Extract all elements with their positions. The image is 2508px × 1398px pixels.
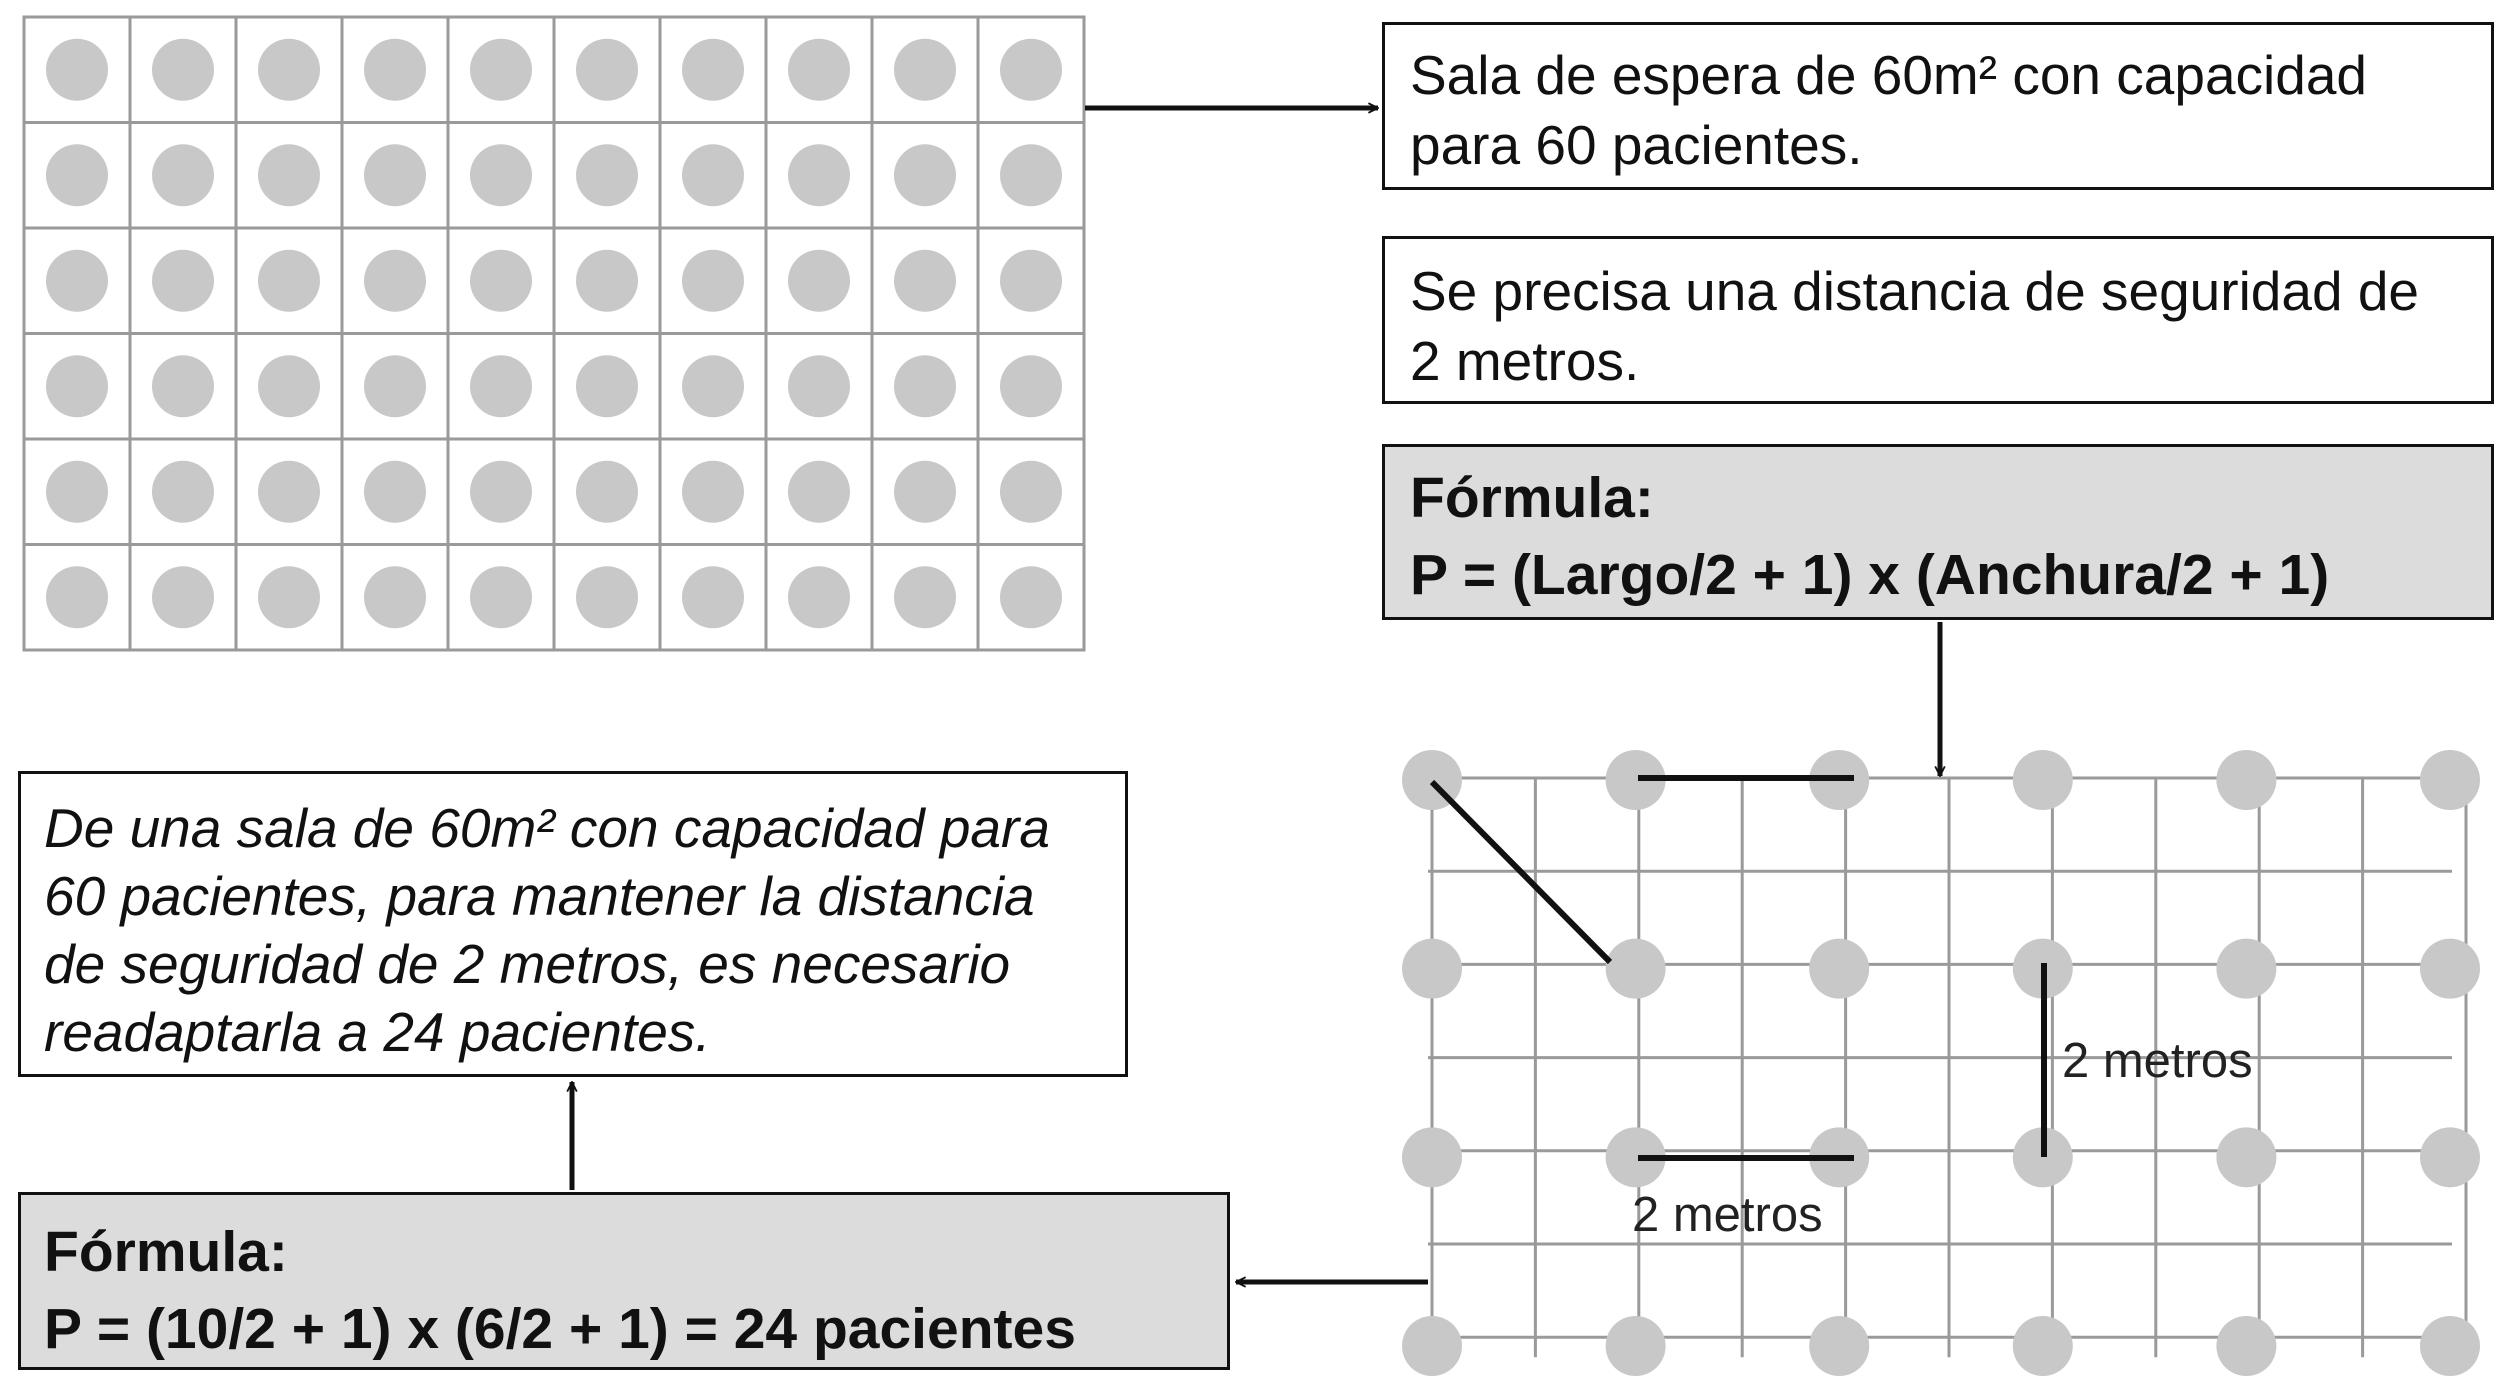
distance-info-text [1410,256,2419,396]
seat [576,250,638,312]
seat [1000,566,1062,628]
horizontal-distance-label: 2 metros [1632,1188,1823,1242]
spaced-seat [2216,1316,2276,1376]
spaced-seat [2420,939,2480,999]
seat [152,355,214,417]
seat [682,250,744,312]
seat [364,39,426,101]
seat [1000,355,1062,417]
seat [576,144,638,206]
seat [576,461,638,523]
seat [682,39,744,101]
seat [46,355,108,417]
seat [788,461,850,523]
seat [576,39,638,101]
formula-expression: P = (Largo/2 + 1) x (Anchura/2 + 1) [1410,543,2330,607]
seat [364,461,426,523]
room-info-line-1: Sala de espera de 60m² con capacidad [1410,44,2368,106]
seat [1000,144,1062,206]
distance-info-line-2: 2 metros. [1410,330,1640,392]
seat [258,355,320,417]
spaced-seat [2420,750,2480,810]
seat [894,461,956,523]
spaced-seat [2216,939,2276,999]
seat [258,250,320,312]
seat [682,461,744,523]
seat [894,39,956,101]
spaced-seat [1402,1316,1462,1376]
calculation-heading: Fórmula: [44,1220,288,1284]
spaced-seat [1402,1127,1462,1187]
result-line-3: de seguridad de 2 metros, es necesario [44,933,1011,995]
seat [152,461,214,523]
seat [682,144,744,206]
seat [364,250,426,312]
seat [46,566,108,628]
seat [1000,250,1062,312]
result-text [44,794,1050,1066]
seat [788,250,850,312]
seat [470,566,532,628]
seat [1000,39,1062,101]
seat [894,250,956,312]
seat [258,144,320,206]
formula-text [1410,460,2329,614]
seat [1000,461,1062,523]
vertical-distance-label: 2 metros [2062,1034,2253,1088]
spaced-seat [2013,750,2073,810]
seat [470,461,532,523]
seat [470,355,532,417]
seat [364,566,426,628]
seat [576,355,638,417]
spaced-seat [2216,750,2276,810]
spaced-seat [1809,1316,1869,1376]
spaced-seating-grid [1402,750,2480,1376]
spaced-seat [2420,1127,2480,1187]
result-line-2: 60 pacientes, para mantener la distancia [44,865,1035,927]
seat [470,144,532,206]
seat [258,461,320,523]
seat [152,566,214,628]
room-info-line-2: para 60 pacientes. [1410,114,1863,176]
result-line-1: De una sala de 60m² con capacidad para [44,797,1050,859]
seat [788,355,850,417]
original-seating-grid [24,17,1084,650]
spaced-seat [1606,939,1666,999]
seat [46,461,108,523]
room-info-text [1410,40,2367,180]
seat [682,355,744,417]
result-line-4: readaptarla a 24 pacientes. [44,1001,711,1063]
formula-heading: Fórmula: [1410,466,1654,530]
seat [46,250,108,312]
spaced-seat [1606,1316,1666,1376]
seat [894,566,956,628]
seat [894,144,956,206]
spaced-seat [1402,939,1462,999]
seat [470,250,532,312]
seat [682,566,744,628]
distance-measures [1432,778,2044,1158]
seat [46,144,108,206]
seat [470,39,532,101]
spaced-seat [2420,1316,2480,1376]
spaced-seat [2216,1127,2276,1187]
seat [152,250,214,312]
seat [788,39,850,101]
distance-info-line-1: Se precisa una distancia de seguridad de [1410,260,2420,322]
spaced-seat [1809,939,1869,999]
seat [152,144,214,206]
seat [364,144,426,206]
seat [788,144,850,206]
seat [894,355,956,417]
seat [576,566,638,628]
seat [258,39,320,101]
seat [258,566,320,628]
spaced-seat [2013,1316,2073,1376]
calculation-expression: P = (10/2 + 1) x (6/2 + 1) = 24 pacientes [44,1297,1076,1361]
seat [364,355,426,417]
seat [788,566,850,628]
calculation-text [44,1214,1076,1368]
seat [152,39,214,101]
seat [46,39,108,101]
